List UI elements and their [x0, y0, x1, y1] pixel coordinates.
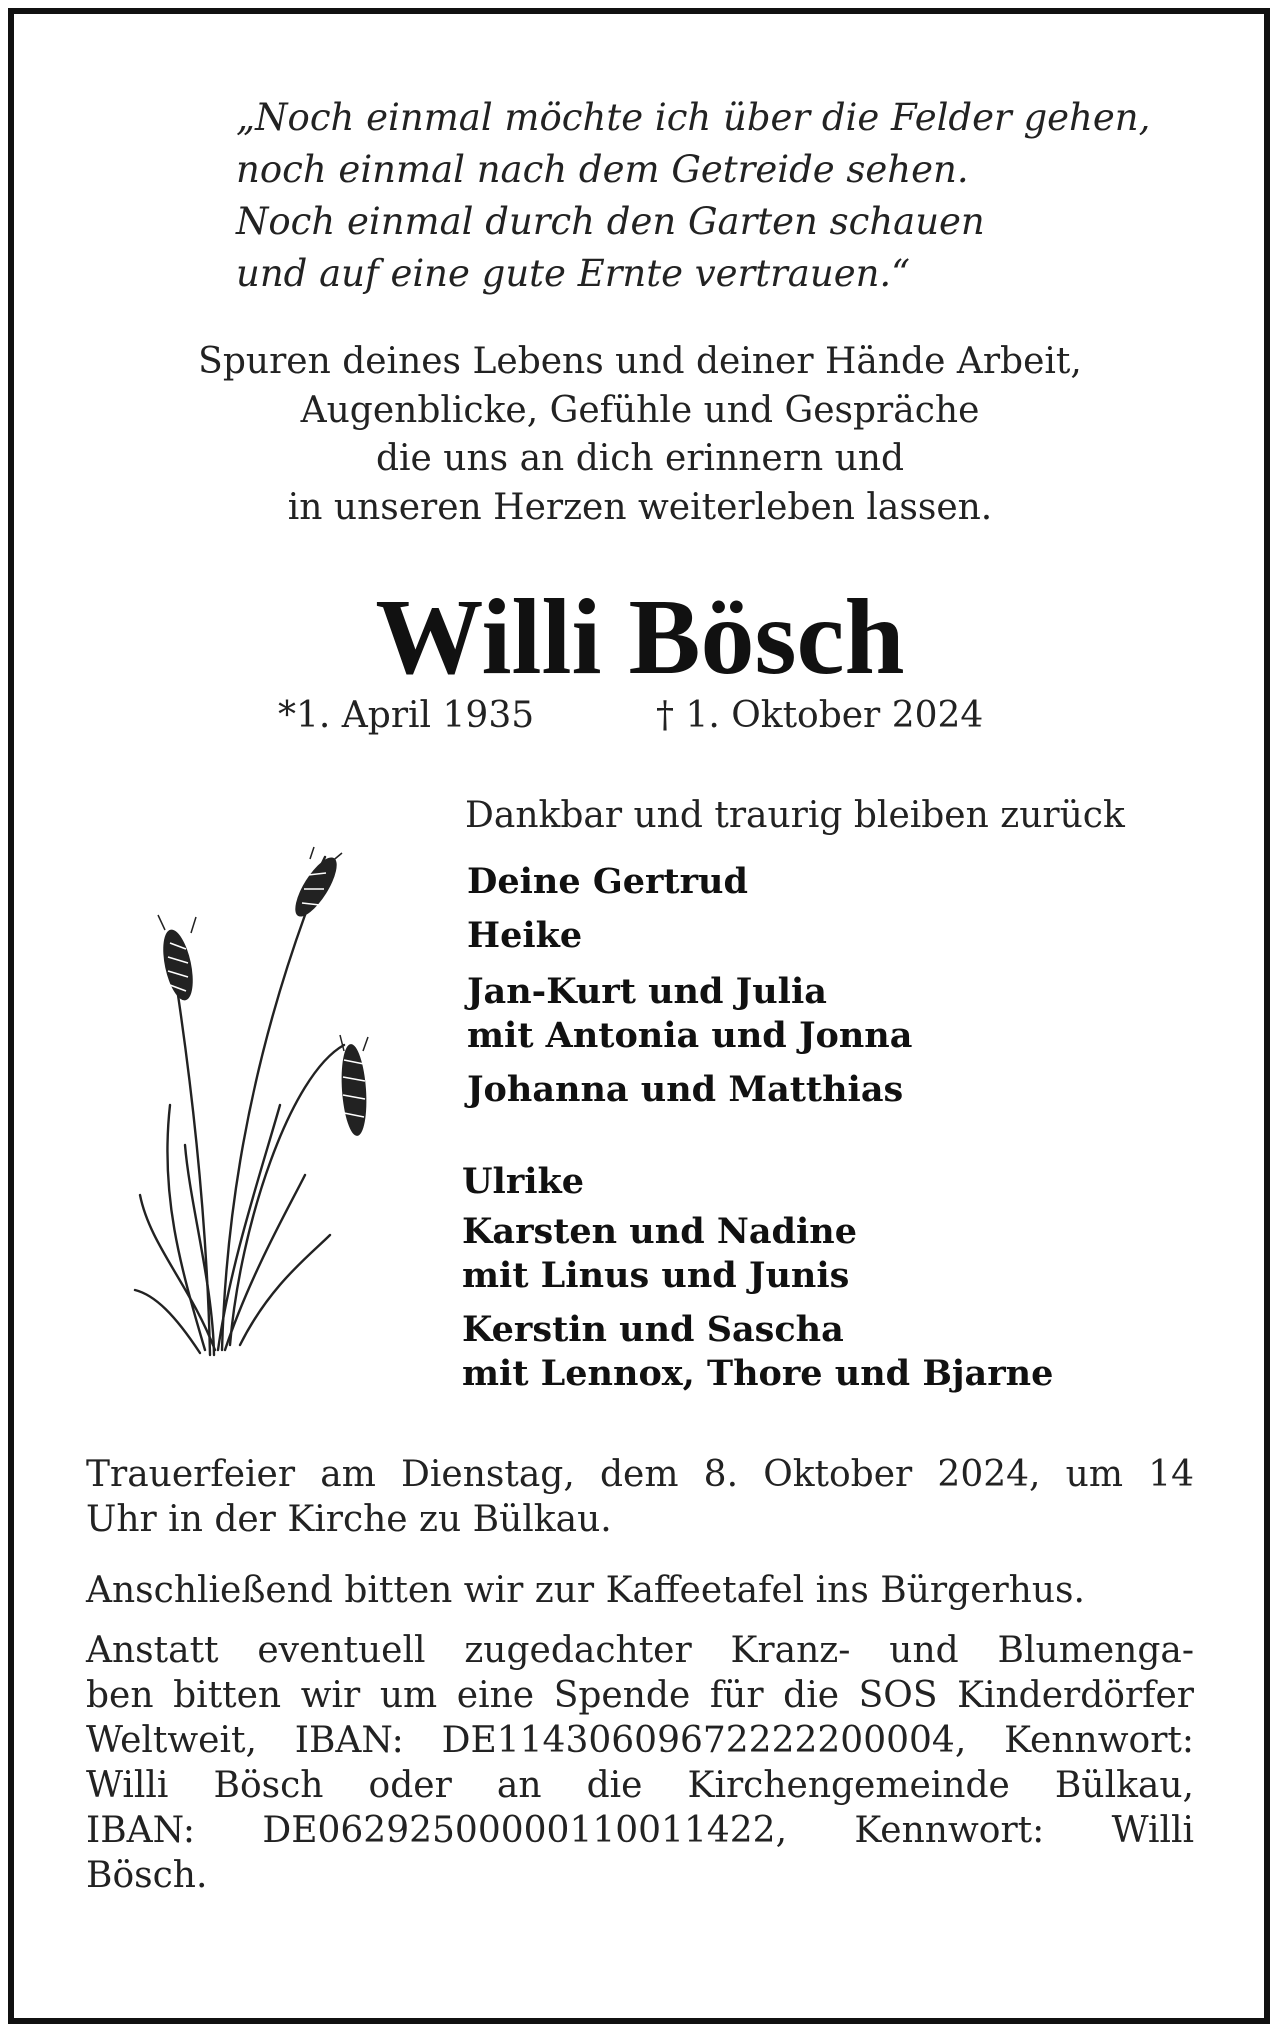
- tribute-line: die uns an dich erinnern und: [376, 438, 904, 479]
- donation-info: [86, 1628, 1194, 1898]
- quote-line: „Noch einmal möchte ich über die Felder gehen,: [236, 96, 1151, 139]
- mourner-entry: [462, 1210, 857, 1298]
- mourner-name: Kerstin und Sascha: [462, 1309, 844, 1350]
- mourner-entry: [462, 1160, 584, 1204]
- donation-line-text: Willi Bösch oder an die Kirchengemeinde Bülkau,: [86, 1765, 1194, 1806]
- mourner-entry: [462, 1308, 1053, 1396]
- donation-line: [86, 1763, 1194, 1808]
- wheat-icon: [130, 845, 390, 1365]
- mourner-name: Jan-Kurt und Julia: [467, 971, 827, 1012]
- donation-line: [86, 1628, 1194, 1673]
- mourner-name: mit Linus und Junis: [462, 1255, 850, 1296]
- mourner-name: mit Lennox, Thore und Bjarne: [462, 1353, 1054, 1394]
- mourner-name: Johanna und Matthias: [467, 1069, 904, 1110]
- tribute-verse: [0, 338, 1280, 532]
- mourner-entry: [467, 1068, 903, 1112]
- quote-line: noch einmal nach dem Getreide sehen.: [236, 148, 969, 191]
- coffee-info: Anschließend bitten wir zur Kaffeetafel ins Bürgerhus.: [86, 1570, 1085, 1611]
- mourner-entry: [467, 860, 748, 904]
- donation-line-text: IBAN: DE06292500000110011422, Kennwort: Willi: [86, 1810, 1194, 1851]
- donation-line: [86, 1673, 1194, 1718]
- mourner-entry: [467, 970, 912, 1058]
- donation-line-text: ben bitten wir um eine Spende für die SOS Kinderdörfer: [86, 1675, 1194, 1716]
- mourner-name: Ulrike: [462, 1161, 585, 1202]
- donation-line: [86, 1808, 1194, 1853]
- mourner-name: Heike: [467, 915, 583, 956]
- donation-line: Bösch.: [86, 1855, 208, 1896]
- mourner-name: Karsten und Nadine: [462, 1211, 858, 1252]
- service-line-text: Trauerfeier am Dienstag, dem 8. Oktober 2024, um 14: [86, 1454, 1194, 1495]
- donation-line-text: Anstatt eventuell zugedachter Kranz- und Blumenga-: [86, 1630, 1194, 1671]
- tribute-line: in unseren Herzen weiterleben lassen.: [287, 486, 993, 528]
- mourner-name: mit Antonia und Jonna: [467, 1015, 913, 1056]
- donation-line-text: Weltweit, IBAN: DE11430609672222200004, Kennwort:: [86, 1720, 1194, 1761]
- mourner-entry: [467, 914, 582, 958]
- service-info: [86, 1452, 1194, 1542]
- death-date: † 1. Oktober 2024: [656, 695, 984, 736]
- mourners-intro: Dankbar und traurig bleiben zurück: [465, 795, 1125, 836]
- opening-quote: [236, 92, 1150, 300]
- service-line: [86, 1452, 1194, 1497]
- donation-line: [86, 1718, 1194, 1763]
- quote-line: und auf eine gute Ernte vertrauen.“: [236, 252, 911, 295]
- tribute-line: Augenblicke, Gefühle und Gespräche: [300, 389, 980, 431]
- deceased-name: Willi Bösch: [375, 578, 905, 697]
- mourner-name: Deine Gertrud: [467, 861, 748, 902]
- birth-date: *1. April 1935: [278, 695, 535, 736]
- tribute-line: Spuren deines Lebens und deiner Hände Arbeit,: [198, 341, 1082, 382]
- service-line: Uhr in der Kirche zu Bülkau.: [86, 1499, 612, 1540]
- quote-line: Noch einmal durch den Garten schauen: [236, 200, 985, 243]
